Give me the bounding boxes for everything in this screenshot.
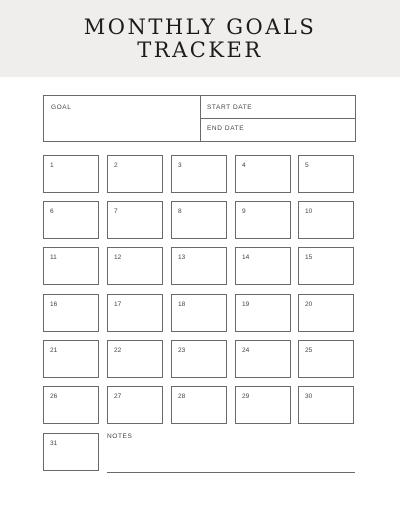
day-number: 24 <box>242 347 250 354</box>
day-box[interactable] <box>107 201 163 239</box>
day-box[interactable] <box>235 247 291 285</box>
day-box[interactable] <box>298 247 354 285</box>
goal-label: GOAL <box>51 104 72 111</box>
day-number: 15 <box>305 254 313 261</box>
day-box[interactable] <box>171 386 227 424</box>
day-number: 3 <box>178 162 182 169</box>
day-box[interactable] <box>171 247 227 285</box>
day-number: 14 <box>242 254 250 261</box>
goal-box[interactable] <box>43 95 356 142</box>
day-box[interactable] <box>235 386 291 424</box>
day-number: 13 <box>178 254 186 261</box>
day-number: 27 <box>114 393 122 400</box>
day-number: 9 <box>242 208 246 215</box>
start-date-label: START DATE <box>207 104 253 111</box>
day-number: 17 <box>114 301 122 308</box>
day-box[interactable] <box>298 340 354 378</box>
day-box[interactable] <box>235 340 291 378</box>
day-number: 4 <box>242 162 246 169</box>
day-number: 11 <box>50 254 57 261</box>
day-box[interactable] <box>43 433 99 471</box>
day-box[interactable] <box>107 155 163 193</box>
day-number: 7 <box>114 208 118 215</box>
day-number: 29 <box>242 393 250 400</box>
day-box[interactable] <box>171 155 227 193</box>
day-box[interactable] <box>298 386 354 424</box>
day-number: 21 <box>50 347 58 354</box>
day-box[interactable] <box>43 155 99 193</box>
day-box[interactable] <box>171 340 227 378</box>
day-number: 26 <box>50 393 58 400</box>
day-box[interactable] <box>43 294 99 332</box>
day-number: 22 <box>114 347 122 354</box>
day-box[interactable] <box>43 340 99 378</box>
page-title-line-1: MONTHLY GOALS <box>83 15 317 39</box>
day-number: 28 <box>178 393 186 400</box>
notes-line[interactable] <box>107 472 355 473</box>
day-box[interactable] <box>298 201 354 239</box>
day-box[interactable] <box>43 201 99 239</box>
day-number: 10 <box>305 208 313 215</box>
day-box[interactable] <box>235 294 291 332</box>
day-number: 18 <box>178 301 186 308</box>
day-number: 25 <box>305 347 313 354</box>
day-number: 23 <box>178 347 186 354</box>
day-number: 5 <box>305 162 309 169</box>
day-number: 6 <box>50 208 54 215</box>
day-number: 30 <box>305 393 313 400</box>
day-number: 19 <box>242 301 250 308</box>
day-box[interactable] <box>171 201 227 239</box>
day-box[interactable] <box>107 340 163 378</box>
goal-divider-horizontal <box>200 118 355 119</box>
notes-label: NOTES <box>107 433 133 440</box>
day-number: 1 <box>50 162 54 169</box>
end-date-label: END DATE <box>207 125 245 132</box>
day-number: 12 <box>114 254 122 261</box>
day-number: 20 <box>305 301 313 308</box>
day-number: 2 <box>114 162 118 169</box>
day-box[interactable] <box>235 201 291 239</box>
day-box[interactable] <box>298 155 354 193</box>
day-number: 8 <box>178 208 182 215</box>
day-box[interactable] <box>235 155 291 193</box>
day-box[interactable] <box>107 294 163 332</box>
day-box[interactable] <box>43 247 99 285</box>
day-box[interactable] <box>107 247 163 285</box>
page-title-line-2: TRACKER <box>137 38 263 62</box>
day-box[interactable] <box>171 294 227 332</box>
day-number: 31 <box>50 440 58 447</box>
day-box[interactable] <box>107 386 163 424</box>
day-box[interactable] <box>298 294 354 332</box>
header-banner <box>0 0 400 77</box>
day-number: 16 <box>50 301 58 308</box>
day-box[interactable] <box>43 386 99 424</box>
